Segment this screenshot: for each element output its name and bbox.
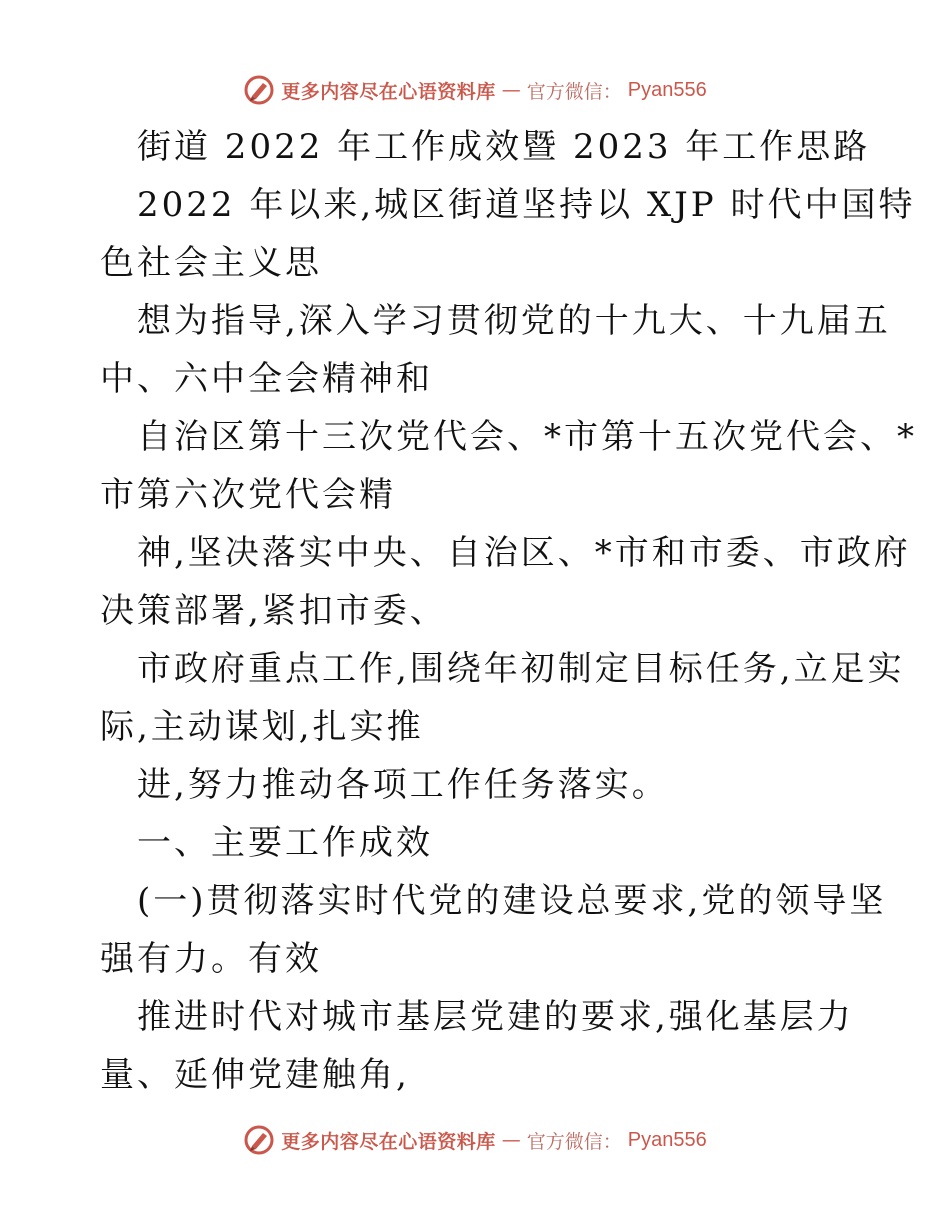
banner-label: 官方微信：	[526, 80, 622, 103]
subsection-heading: (一)贯彻落实时代党的建设总要求,党的领导坚	[137, 881, 887, 921]
header-banner	[0, 70, 950, 110]
paragraph-line: 推进时代对城市基层党建的要求,强化基层力	[137, 997, 854, 1037]
paragraph-line: 量、延伸党建触角,	[100, 1055, 410, 1095]
paragraph-line: 市第六次党代会精	[100, 475, 396, 515]
paragraph-line: 神,坚决落实中央、自治区、*市和市委、市政府	[137, 533, 911, 573]
paragraph-line: 际,主动谋划,扎实推	[100, 707, 424, 747]
paragraph-line: 强有力。有效	[100, 939, 322, 979]
banner-wechat-id: Pyan556	[627, 1128, 707, 1151]
banner-text: 更多内容尽在心语资料库	[281, 1130, 496, 1153]
paragraph-line: 色社会主义思	[100, 243, 322, 283]
paragraph-line: 进,努力推动各项工作任务落实。	[137, 765, 669, 805]
banner-dash: —	[501, 79, 521, 101]
pen-logo-icon	[243, 1124, 275, 1156]
pen-logo-icon	[243, 74, 275, 106]
paragraph-line: 2022 年以来,城区街道坚持以 XJP 时代中国特	[137, 185, 916, 225]
section-heading: 一、主要工作成效	[137, 823, 433, 863]
banner-dash: —	[501, 1129, 521, 1151]
paragraph-line: 自治区第十三次党代会、*市第十五次党代会、*	[137, 417, 917, 457]
banner-text: 更多内容尽在心语资料库	[281, 80, 496, 103]
paragraph-line: 决策部署,紧扣市委、	[100, 591, 447, 631]
paragraph-line: 市政府重点工作,围绕年初制定目标任务,立足实	[137, 649, 905, 689]
banner-wechat-id: Pyan556	[627, 78, 707, 101]
footer-banner	[0, 1120, 950, 1160]
banner-label: 官方微信：	[526, 1130, 622, 1153]
paragraph-line: 中、六中全会精神和	[100, 359, 433, 399]
paragraph-line: 想为指导,深入学习贯彻党的十九大、十九届五	[137, 301, 891, 341]
document-title: 街道 2022 年工作成效暨 2023 年工作思路	[137, 127, 871, 167]
